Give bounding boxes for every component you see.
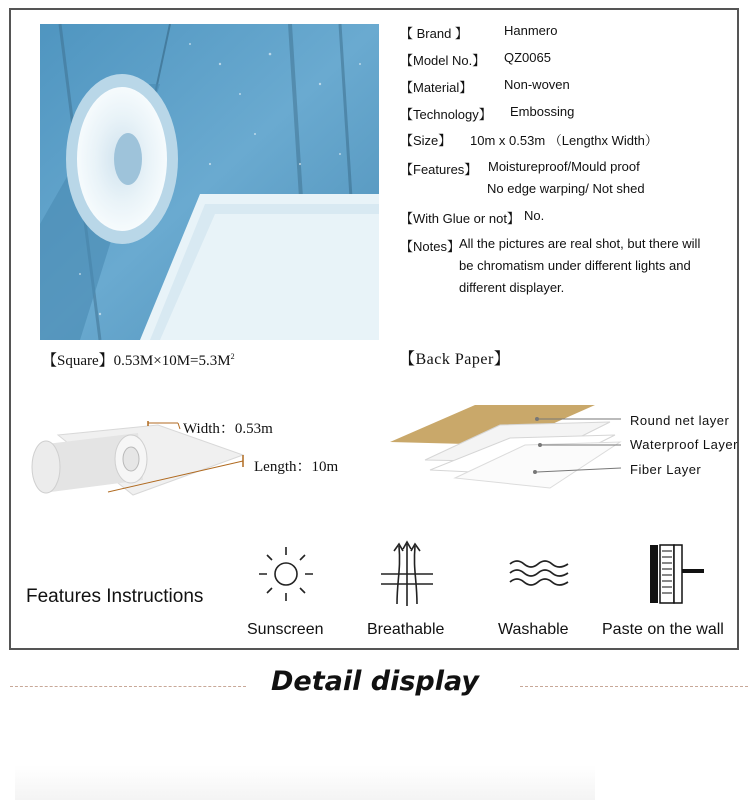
layer-waterproof: Waterproof Layer (630, 437, 738, 452)
length-dimension-label: Length：10m (254, 459, 339, 475)
spec-features-value-2: No edge warping/ Not shed (487, 181, 645, 196)
spec-glue-value: No. (524, 208, 545, 223)
spec-features-key: 【Features】 (400, 162, 478, 177)
features-instructions-title: Features Instructions (26, 586, 204, 607)
width-dimension-label: Width：0.53m (183, 421, 273, 437)
feature-washable-label: Washable (498, 621, 569, 638)
spec-material-key: 【Material】 (400, 80, 473, 95)
back-paper-title: 【Back Paper】 (399, 351, 511, 368)
product-info-panel (9, 8, 739, 650)
square-unit-superscript: 2 (230, 352, 235, 361)
spec-features-value: Moistureproof/Mould proof (488, 159, 640, 174)
layer-fiber: Fiber Layer (630, 462, 702, 477)
spec-technology-key: 【Technology】 (400, 107, 492, 122)
spec-size-value: 10m x 0.53m （Lengthx Width） (470, 133, 658, 148)
square-area-value: 【Square】0.53M×10M=5.3M (42, 353, 231, 369)
feature-sunscreen-label: Sunscreen (247, 621, 324, 638)
breathable-arrows-icon (377, 540, 437, 613)
layer-round-net: Round net layer (630, 413, 730, 428)
feature-paste-label: Paste on the wall (602, 621, 724, 638)
spec-notes-line-2: be chromatism under different lights and (459, 258, 691, 273)
feature-breathable-label: Breathable (367, 621, 445, 638)
spec-glue-key: 【With Glue or not】 (400, 211, 520, 226)
spec-notes-line-3: different displayer. (459, 280, 565, 295)
wave-icon (508, 558, 570, 593)
spec-brand-value: Hanmero (504, 23, 558, 38)
square-area-text (42, 349, 235, 370)
spec-model-value: QZ0065 (504, 50, 551, 65)
spec-notes-key: 【Notes】 (400, 239, 460, 254)
spec-size-key: 【Size】 (400, 133, 452, 148)
roll-dimension-illustration (28, 395, 358, 505)
spec-material-value: Non-woven (504, 77, 570, 92)
detail-display-title: Detail display (271, 666, 479, 697)
spec-technology-value: Embossing (510, 104, 575, 119)
spec-model-key: 【Model No.】 (400, 53, 486, 68)
spec-brand-key: 【 Brand 】 (400, 26, 468, 41)
wallpaper-roll-photo (40, 24, 379, 340)
sun-icon (255, 543, 317, 610)
detail-image-top-edge (15, 765, 595, 800)
paste-wall-icon (648, 543, 708, 610)
spec-notes-line-1: All the pictures are real shot, but there will (459, 236, 701, 251)
